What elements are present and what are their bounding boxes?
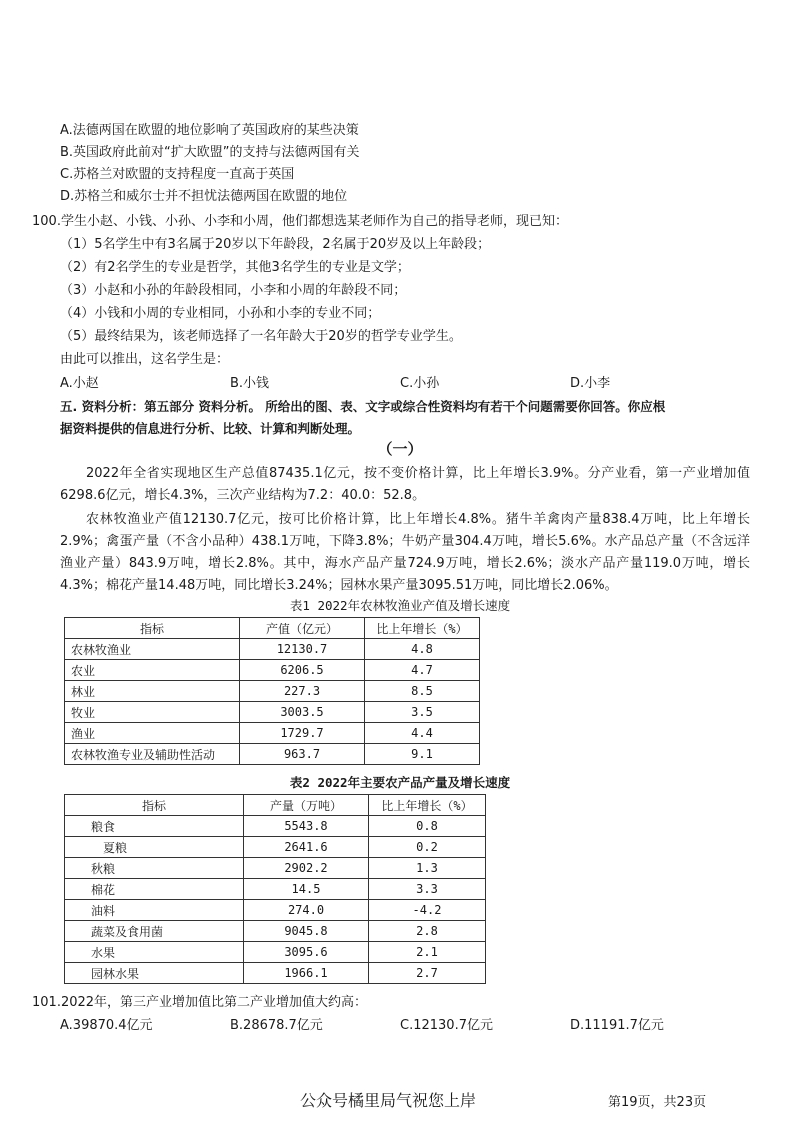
table2-cell-indicator: 蔬菜及食用菌 [65, 921, 244, 942]
table2-header-output: 产量（万吨） [244, 795, 369, 816]
table1-cell-indicator: 林业 [65, 681, 240, 702]
table2-cell-value: 2641.6 [244, 837, 369, 858]
table2-cell-indicator: 粮食 [65, 816, 244, 837]
table1-row [65, 702, 480, 723]
paragraph-1: 2022年全省实现地区生产总值87435.1亿元，按不变价格计算，比上年增长3.9%。分产业看，第一产业增加值6298.6亿元，增长4.3%，三次产业结构为7.2：40.0：52.8。 [60, 466, 750, 503]
table1-row [65, 660, 480, 681]
table1-cell-growth: 3.5 [365, 702, 480, 723]
table1-row [65, 723, 480, 744]
table2-cell-value: 3095.6 [244, 942, 369, 963]
q100-option-b[interactable]: B.小钱 [230, 376, 270, 391]
table2-row [65, 858, 486, 879]
table2-header-row [65, 795, 486, 816]
q100-option-d[interactable]: D.小李 [570, 376, 611, 391]
table2-cell-value: 274.0 [244, 900, 369, 921]
q100-condition-2: （2）有2名学生的专业是哲学，其他3名学生的专业是文学； [60, 260, 410, 275]
table2-cell-growth: 0.8 [369, 816, 486, 837]
q100-option-a[interactable]: A.小赵 [60, 376, 99, 391]
table1-cell-growth: 8.5 [365, 681, 480, 702]
table2-row [65, 942, 486, 963]
table2-cell-value: 9045.8 [244, 921, 369, 942]
q100-conclusion: 由此可以推出，这名学生是： [60, 352, 230, 367]
table2-caption: 表2 2022年主要农产品产量及增长速度 [289, 775, 511, 790]
table1-row [65, 681, 480, 702]
table1-cell-indicator: 农业 [65, 660, 240, 681]
table2-cell-growth: 2.1 [369, 942, 486, 963]
table1-cell-indicator: 渔业 [65, 723, 240, 744]
table1-cell-value: 3003.5 [240, 702, 365, 723]
page-number: 第19页，共23页 [608, 1095, 707, 1110]
table2-cell-indicator: 油料 [65, 900, 244, 921]
table1-cell-value: 1729.7 [240, 723, 365, 744]
q101-option-d[interactable]: D.11191.7亿元 [570, 1018, 664, 1033]
table1-header-growth: 比上年增长（%） [365, 618, 480, 639]
q99-option-a: A.法德两国在欧盟的地位影响了英国政府的某些决策 [60, 123, 359, 138]
table1-cell-growth: 4.4 [365, 723, 480, 744]
table2-row [65, 963, 486, 984]
q101-option-a[interactable]: A.39870.4亿元 [60, 1018, 153, 1033]
table2-header-indicator: 指标 [65, 795, 244, 816]
q100-condition-1: （1）5名学生中有3名属于20岁以下年龄段，2名属于20岁及以上年龄段； [60, 237, 491, 252]
table1-header-row [65, 618, 480, 639]
q100-condition-4: （4）小钱和小周的专业相同，小孙和小李的专业不同； [60, 306, 381, 321]
q100-option-c[interactable]: C.小孙 [400, 376, 440, 391]
table2-cell-indicator: 园林水果 [65, 963, 244, 984]
table2-cell-growth: 2.8 [369, 921, 486, 942]
table2-cell-indicator: 秋粮 [65, 858, 244, 879]
table2-cell-indicator: 棉花 [65, 879, 244, 900]
table2-cell-growth: -4.2 [369, 900, 486, 921]
q99-option-d: D.苏格兰和威尔士并不担忧法德两国在欧盟的地位 [60, 189, 348, 204]
section-header-line1: 五. 资料分析：第五部分 资料分析。 所给出的图、表、文字或综合性资料均有若干个问题需要你回答。你应根 [60, 399, 666, 414]
table1-row [65, 639, 480, 660]
table2-cell-value: 2902.2 [244, 858, 369, 879]
table1-caption: 表1 2022年农林牧渔业产值及增长速度 [289, 598, 511, 613]
table1-cell-indicator: 农林牧渔专业及辅助性活动 [65, 744, 240, 765]
table2-cell-growth: 0.2 [369, 837, 486, 858]
table2-row [65, 816, 486, 837]
table2 [64, 794, 486, 984]
table1-row [65, 744, 480, 765]
q100-condition-3: （3）小赵和小孙的年龄段相同，小李和小周的年龄段不同； [60, 283, 407, 298]
table1-header-value: 产值（亿元） [240, 618, 365, 639]
footer-watermark: 公众号橘里局气祝您上岸 [300, 1091, 477, 1110]
table2-cell-growth: 1.3 [369, 858, 486, 879]
table2-cell-indicator: 水果 [65, 942, 244, 963]
table2-row [65, 837, 486, 858]
q100-stem: 100.学生小赵、小钱、小孙、小李和小周，他们都想选某老师作为自己的指导老师，现已知： [32, 214, 568, 229]
table2-cell-growth: 2.7 [369, 963, 486, 984]
table2-cell-growth: 3.3 [369, 879, 486, 900]
table2-cell-value: 14.5 [244, 879, 369, 900]
table1-cell-growth: 9.1 [365, 744, 480, 765]
q100-options [60, 374, 760, 394]
table2-cell-indicator: 夏粮 [65, 837, 244, 858]
table1-cell-growth: 4.8 [365, 639, 480, 660]
q101-stem: 101.2022年，第三产业增加值比第二产业增加值大约高： [32, 995, 368, 1010]
table2-header-growth: 比上年增长（%） [369, 795, 486, 816]
table1-cell-indicator: 牧业 [65, 702, 240, 723]
q99-option-b: B.英国政府此前对“扩大欧盟”的支持与法德两国有关 [60, 145, 360, 160]
q101-option-b[interactable]: B.28678.7亿元 [230, 1018, 323, 1033]
table1-cell-value: 963.7 [240, 744, 365, 765]
table2-row [65, 879, 486, 900]
q100-condition-5: （5）最终结果为，该老师选择了一名年龄大于20岁的哲学专业学生。 [60, 329, 462, 344]
q101-option-c[interactable]: C.12130.7亿元 [400, 1018, 493, 1033]
paragraph-2: 农林牧渔业产值12130.7亿元，按可比价格计算，比上年增长4.8%。猪牛羊禽肉产量838.4万吨，比上年增长2.9%；禽蛋产量（不含小品种）438.1万吨，下降3.8%；牛奶产量304.4万吨，增长5.6%。水产品总产量（不含远洋渔业产量）843.9万吨，增长2.8%。其中，海水产品产量724.9万吨，增长2.6%；淡水产品产量119.0万吨，增长4.3%；棉花产量14.48万吨，同比增长3.24%；园林水果产量3095.51万吨，同比增长2.06%。 [60, 512, 750, 593]
table2-cell-value: 5543.8 [244, 816, 369, 837]
part-title: （一） [377, 440, 423, 458]
table1-cell-value: 227.3 [240, 681, 365, 702]
table2-row [65, 921, 486, 942]
q99-option-c: C.苏格兰对欧盟的支持程度一直高于英国 [60, 167, 295, 182]
q101-options [60, 1016, 760, 1036]
table1 [64, 617, 480, 765]
section-header-line2: 据资料提供的信息进行分析、比较、计算和判断处理。 [60, 421, 361, 436]
table1-cell-value: 12130.7 [240, 639, 365, 660]
table1-header-indicator: 指标 [65, 618, 240, 639]
table2-row [65, 900, 486, 921]
table1-cell-value: 6206.5 [240, 660, 365, 681]
table1-cell-indicator: 农林牧渔业 [65, 639, 240, 660]
table2-cell-value: 1966.1 [244, 963, 369, 984]
table1-cell-growth: 4.7 [365, 660, 480, 681]
